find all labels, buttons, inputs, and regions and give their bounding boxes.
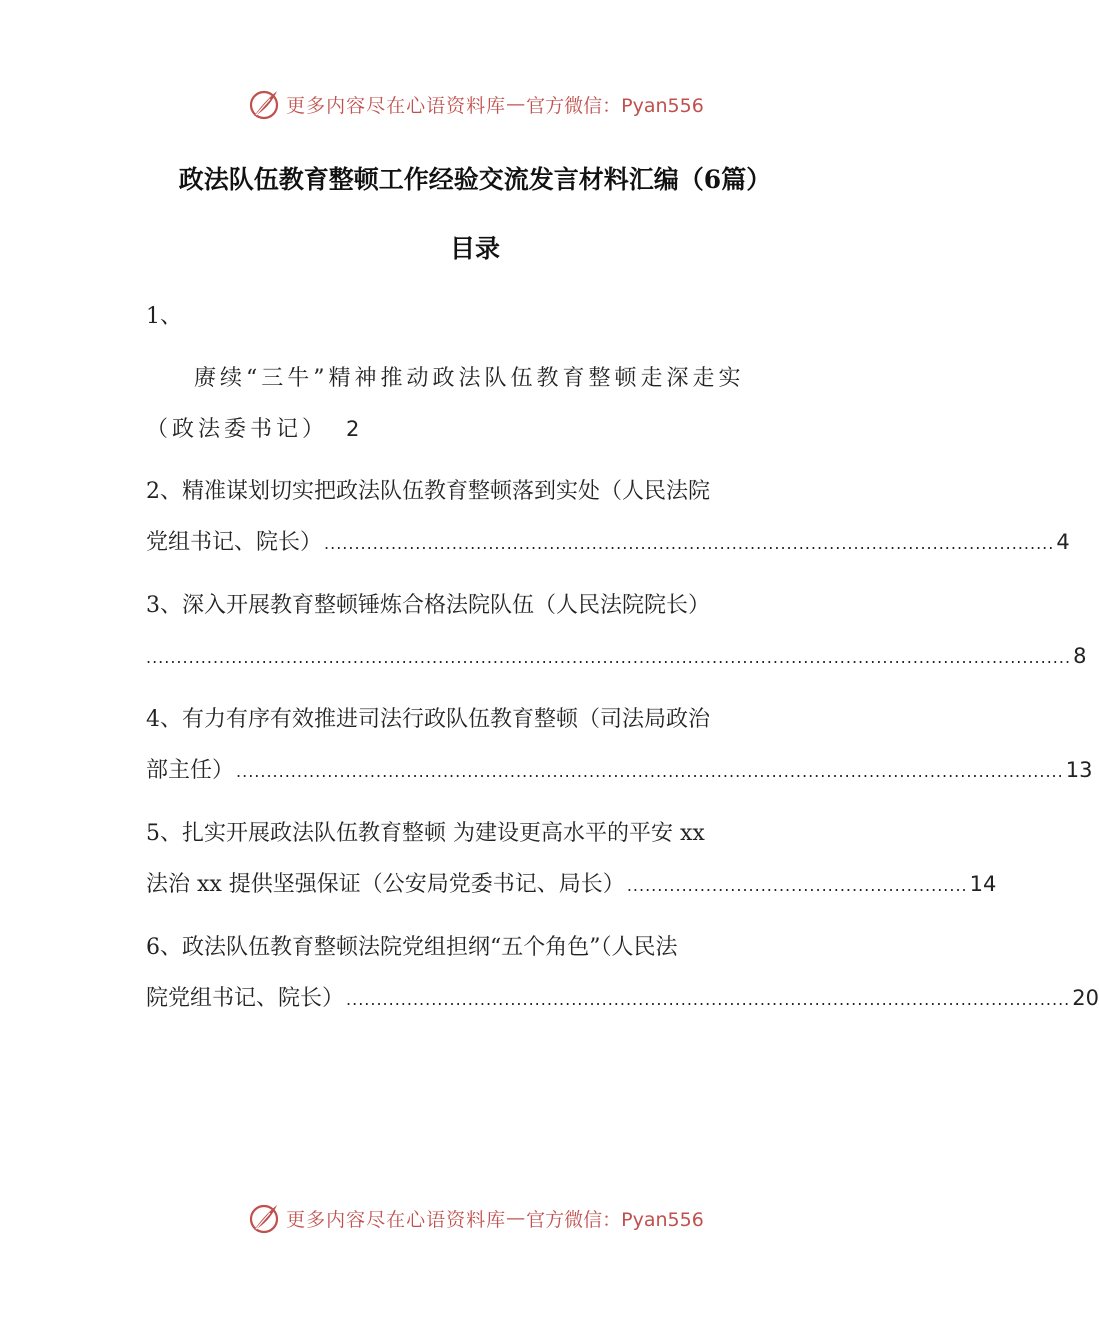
toc-entry-1-subtitle: （政法委书记）: [146, 417, 329, 442]
footer-contact: 官方微信：Pyan556: [526, 1208, 704, 1231]
toc-entry-2[interactable]: [146, 467, 1070, 569]
footer-watermark-banner: [0, 1198, 950, 1238]
toc-entry-1-title: 赓续“三牛”精神推动政法队伍教育整顿走深走实: [194, 366, 745, 391]
toc-entry-4-subtitle: 部主任）: [146, 758, 235, 783]
toc-entry-5-subtitle: 法治 xx 提供坚强保证（公安局党委书记、局长）: [146, 872, 625, 897]
toc-entry-2-title: 2、精准谋划切实把政法队伍教育整顿落到实处（人民法院: [146, 479, 710, 504]
header-separator: —: [506, 93, 527, 115]
toc-entry-4-page: 13: [1065, 758, 1093, 782]
toc-entry-4[interactable]: [146, 695, 1093, 797]
header-contact: 官方微信：Pyan556: [526, 94, 704, 117]
feather-pen-logo-icon: [246, 1200, 282, 1236]
feather-pen-logo-icon: [246, 86, 282, 122]
toc-entry-6[interactable]: [146, 923, 1099, 1025]
toc-entry-5[interactable]: [146, 809, 997, 911]
toc-entry-2-page: 4: [1056, 530, 1070, 554]
toc-entry-2-subtitle: 党组书记、院长）: [146, 530, 323, 555]
toc-entry-3-leader: ........................................................................................................................................................: [146, 648, 1072, 667]
toc-entry-4-leader: ........................................................................................................................................: [236, 762, 1064, 781]
toc-entry-5-page: 14: [969, 872, 997, 896]
toc-entry-4-title: 4、有力有序有效推进司法行政队伍教育整顿（司法局政治: [146, 707, 710, 732]
toc-heading: 目录: [449, 234, 500, 263]
toc-entry-6-leader: .......................................................................................................................: [346, 990, 1071, 1009]
toc-entry-5-leader: ........................................................: [626, 876, 968, 895]
document-title: 政法队伍教育整顿工作经验交流发言材料汇编（6篇）: [178, 165, 772, 194]
table-of-contents: [146, 296, 1099, 1025]
toc-entry-1-page: 2: [346, 417, 364, 441]
toc-entry-6-subtitle: 院党组书记、院长）: [146, 986, 345, 1011]
toc-entry-3[interactable]: [146, 581, 1087, 683]
footer-separator: —: [506, 1207, 527, 1229]
header-slogan: 更多内容尽在心语资料库: [286, 94, 507, 117]
toc-entry-5-title: 5、扎实开展政法队伍教育整顿 为建设更高水平的平安 xx: [146, 821, 705, 846]
header-watermark-banner: [0, 84, 950, 124]
toc-entry-6-page: 20: [1072, 986, 1099, 1010]
toc-entry-3-page: 8: [1073, 644, 1087, 668]
toc-entry-2-leader: ........................................................................................................................: [324, 534, 1055, 553]
footer-slogan: 更多内容尽在心语资料库: [286, 1208, 507, 1231]
toc-entry-6-title: 6、政法队伍教育整顿法院党组担纲“五个角色”（人民法: [146, 935, 678, 960]
toc-entry-1-number: 1、: [146, 304, 182, 329]
toc-entry-1[interactable]: [146, 354, 806, 455]
toc-entry-3-title: 3、深入开展教育整顿锤炼合格法院队伍（人民法院院长）: [146, 593, 710, 618]
